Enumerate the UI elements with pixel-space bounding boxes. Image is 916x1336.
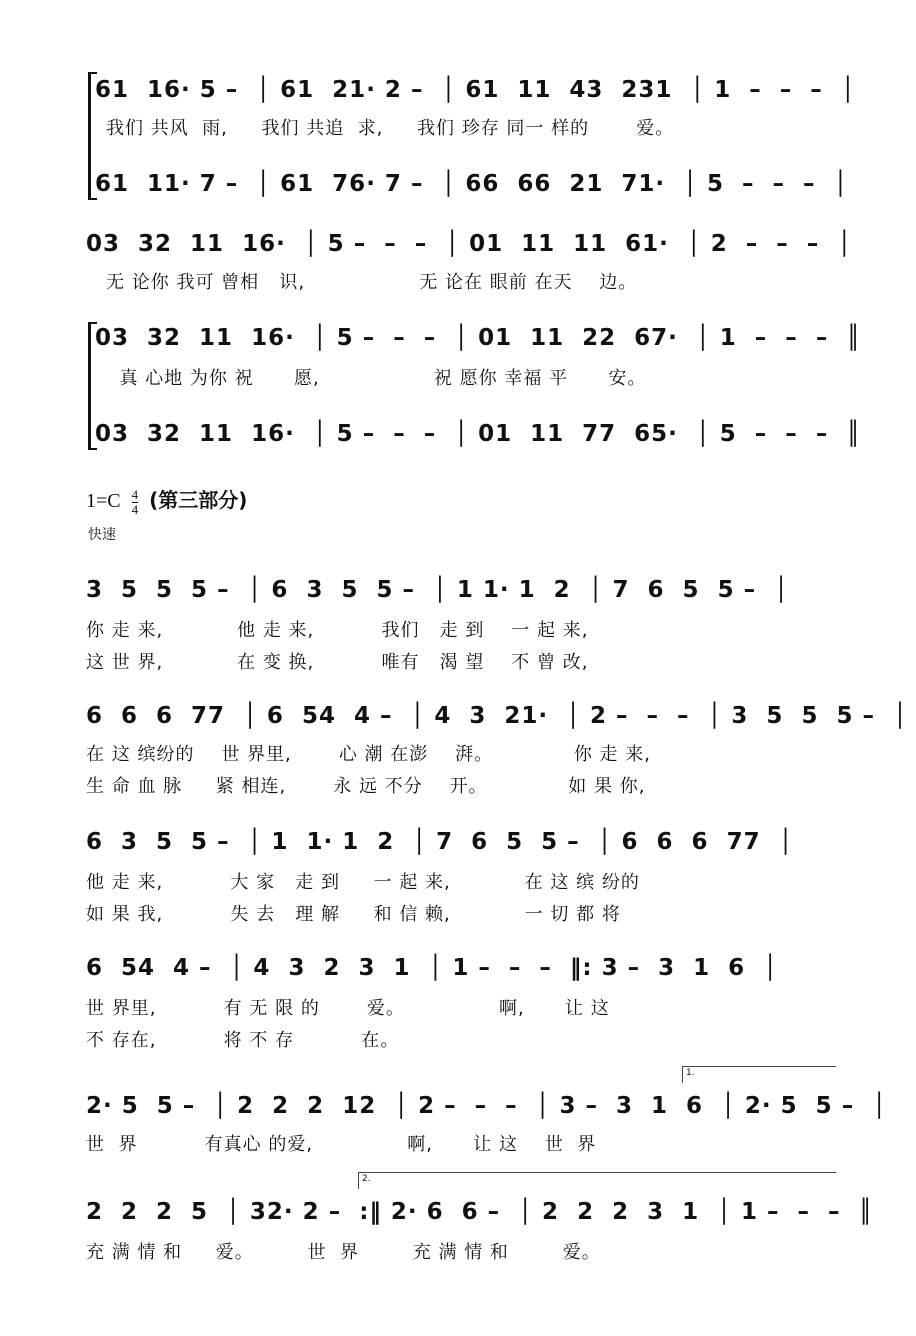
lyric-line: 这 世 界, 在 变 换, 唯有 渴 望 不 曾 改,	[86, 652, 589, 673]
notation: 03 32 11 16· │ 5 – – – │ 01 11 22 67· │ 1 – – – ║	[86, 325, 862, 351]
notation: 61 16· 5 – │ 61 21· 2 – │ 61 11 43 231 │ 1 – – – │	[86, 77, 856, 103]
score-line-2	[86, 164, 849, 204]
time-signature	[132, 488, 139, 517]
score-line-10	[86, 1086, 888, 1126]
tempo-marking: 快速	[88, 527, 116, 543]
lyric-line: 生 命 血 脉 紧 相连, 永 远 不分 开。 如 果 你,	[86, 776, 646, 797]
score-line-5	[86, 414, 862, 454]
score-line-7	[86, 696, 908, 736]
lyric-line: 如 果 我, 失 去 理 解 和 信 赖, 一 切 都 将	[86, 904, 621, 925]
score-line-1	[86, 70, 856, 110]
lyric-line: 我们 共风 雨, 我们 共追 求, 我们 珍存 同一 样的 爱。	[106, 118, 675, 139]
lyric-line: 在 这 缤纷的 世 界里, 心 潮 在澎 湃。 你 走 来,	[86, 744, 651, 765]
volta-bracket-2: 2.	[358, 1172, 836, 1189]
lyric-line: 世 界里, 有 无 限 的 爱。 啊, 让 这	[86, 998, 610, 1019]
notation: 61 11· 7 – │ 61 76· 7 – │ 66 66 21 71· │ 5 – – – │	[86, 171, 849, 197]
notation: 3 5 5 5 – │ 6 3 5 5 – │ 1 1· 1 2 │ 7 6 5 5 – │	[86, 577, 789, 603]
notation: 03 32 11 16· │ 5 – – – │ 01 11 77 65· │ 5 – – – ║	[86, 421, 862, 447]
score-line-11	[86, 1192, 874, 1232]
lyric-line: 他 走 来, 大 家 走 到 一 起 来, 在 这 缤 纷的	[86, 872, 640, 893]
lyric-line: 真 心地 为你 祝 愿, 祝 愿你 幸福 平 安。	[106, 368, 647, 389]
lyric-line: 你 走 来, 他 走 来, 我们 走 到 一 起 来,	[86, 620, 589, 641]
score-line-8	[86, 822, 838, 862]
score-line-9	[86, 948, 838, 988]
lyric-line: 不 存在, 将 不 存 在。	[86, 1030, 400, 1051]
notation: 2· 5 5 – │ 2 2 2 12 │ 2 – – – │ 3 – 3 1 6 │ 2· 5 5 – │	[86, 1093, 888, 1119]
score-line-4	[86, 318, 862, 358]
lyric-line: 世 界 有真心 的爱, 啊, 让 这 世 界	[86, 1134, 597, 1155]
time-bottom: 4	[131, 501, 139, 517]
key-signature: 1=C	[86, 490, 121, 512]
part-title: (第三部分)	[149, 488, 248, 512]
time-top: 4	[131, 486, 139, 502]
volta-bracket-1: 1.	[682, 1066, 836, 1083]
notation: 6 6 6 77 │ 6 54 4 – │ 4 3 21· │ 2 – – – │ 3 5 5 5 – │	[86, 703, 908, 729]
notation: 6 54 4 – │ 4 3 2 3 1 │ 1 – – – ‖: 3 – 3 1 6 │	[86, 955, 779, 981]
lyric-line: 无 论你 我可 曾相 识, 无 论在 眼前 在天 边。	[106, 272, 638, 293]
notation: 2 2 2 5 │ 32· 2 – :‖ 2· 6 6 – │ 2 2 2 3 1 │ 1 – – – ║	[86, 1199, 874, 1225]
score-line-6	[86, 570, 838, 610]
notation: 03 32 11 16· │ 5 – – – │ 01 11 11 61· │ 2 – – – │	[86, 231, 853, 257]
part-header	[86, 484, 247, 517]
score-line-3	[86, 224, 853, 264]
notation: 6 3 5 5 – │ 1 1· 1 2 │ 7 6 5 5 – │ 6 6 6 77 │	[86, 829, 794, 855]
lyric-line: 充 满 情 和 爱。 世 界 充 满 情 和 爱。	[86, 1242, 601, 1263]
